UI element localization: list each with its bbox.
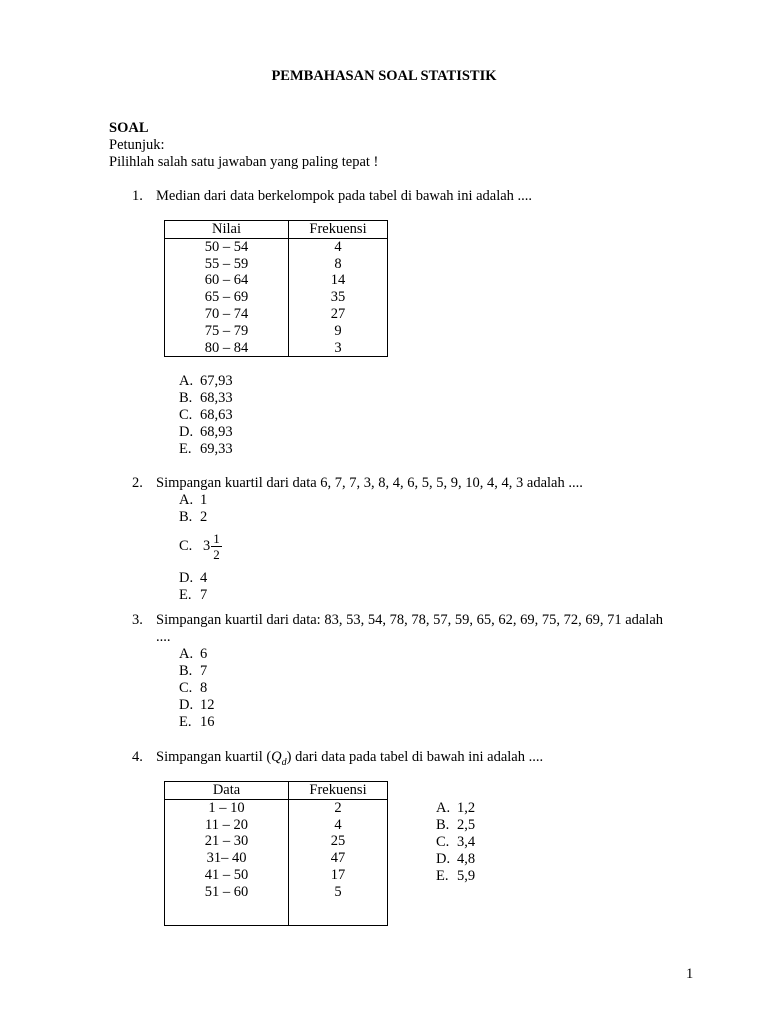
table-cell (165, 901, 289, 926)
table-cell: 3 (289, 340, 388, 357)
table-row (165, 272, 388, 289)
table-cell: 11 – 20 (165, 817, 289, 834)
option-letter: E. (179, 441, 192, 457)
question-4-options (436, 800, 475, 885)
option-c (179, 680, 215, 697)
page-number: 1 (686, 966, 694, 982)
option-e (436, 868, 475, 885)
option-value: 7 (200, 587, 208, 603)
table-row (165, 850, 388, 867)
option-a (436, 800, 475, 817)
option-e (179, 441, 233, 458)
option-value: 68,93 (200, 424, 233, 440)
option-letter: D. (179, 697, 194, 713)
table-row (165, 833, 388, 850)
question-4-text-start: Simpangan kuartil ( (156, 749, 272, 765)
option-letter: E. (179, 714, 192, 730)
table-row (165, 323, 388, 340)
option-value: 3,4 (457, 834, 476, 850)
table-cell: 8 (289, 256, 388, 273)
option-e (179, 587, 222, 604)
table-cell: 65 – 69 (165, 289, 289, 306)
option-c (179, 407, 233, 424)
table-row (165, 901, 388, 926)
option-letter: B. (179, 663, 193, 679)
option-letter: E. (436, 868, 449, 884)
option-b (179, 390, 233, 407)
question-1-options (179, 373, 233, 458)
table-header: Frekuensi (289, 221, 388, 239)
option-letter: C. (436, 834, 450, 850)
table-cell: 70 – 74 (165, 306, 289, 323)
option-value: 1 (200, 492, 208, 508)
option-letter: A. (179, 492, 194, 508)
option-letter: B. (179, 509, 193, 525)
option-value: 8 (200, 680, 208, 696)
option-value: 67,93 (200, 373, 233, 389)
table-cell: 41 – 50 (165, 867, 289, 884)
table-row (165, 306, 388, 323)
option-a (179, 492, 222, 509)
option-c (436, 834, 475, 851)
option-letter: C. (179, 538, 193, 554)
table-cell: 14 (289, 272, 388, 289)
question-3-text: Simpangan kuartil dari data: 83, 53, 54, 78, 78, 57, 59, 65, 62, 69, 75, 72, 69, 71 adalah (156, 612, 664, 628)
fraction-denominator: 2 (213, 547, 220, 563)
table-cell: 21 – 30 (165, 833, 289, 850)
option-letter: B. (179, 390, 193, 406)
option-b (436, 817, 475, 834)
fraction (211, 531, 222, 562)
option-e (179, 714, 215, 731)
instruction-text: Pilihlah salah satu jawaban yang paling tepat ! (109, 154, 379, 170)
option-letter: D. (179, 570, 194, 586)
table-cell: 75 – 79 (165, 323, 289, 340)
option-value: 2,5 (457, 817, 476, 833)
option-value: 2 (200, 509, 208, 525)
table-header: Frekuensi (289, 782, 388, 800)
option-value: 7 (200, 663, 208, 679)
question-3-number: 3. (132, 612, 143, 628)
option-value: 68,33 (200, 390, 233, 406)
option-d (179, 424, 233, 441)
table-row (165, 884, 388, 901)
table-row (165, 867, 388, 884)
table-row (165, 340, 388, 357)
option-value: 68,63 (200, 407, 233, 423)
option-d (179, 570, 222, 587)
table-cell: 51 – 60 (165, 884, 289, 901)
table-cell: 2 (289, 799, 388, 816)
option-value: 16 (200, 714, 215, 730)
option-value: 69,33 (200, 441, 233, 457)
question-1-table (164, 220, 388, 357)
table-cell: 4 (289, 817, 388, 834)
option-letter: A. (179, 646, 194, 662)
table-cell: 17 (289, 867, 388, 884)
question-2-number: 2. (132, 475, 143, 491)
table-cell: 60 – 64 (165, 272, 289, 289)
question-2-options (179, 492, 222, 604)
variable-subscript: d (281, 756, 287, 768)
section-heading: SOAL (109, 120, 149, 136)
option-a (179, 373, 233, 390)
option-letter: A. (179, 373, 194, 389)
option-letter: B. (436, 817, 450, 833)
fraction-numerator: 1 (213, 531, 220, 547)
option-letter: C. (179, 407, 193, 423)
table-row (165, 289, 388, 306)
table-cell: 55 – 59 (165, 256, 289, 273)
option-letter: A. (436, 800, 451, 816)
option-letter: D. (436, 851, 451, 867)
option-value: 4 (200, 570, 208, 586)
option-value: 12 (200, 697, 215, 713)
table-row (165, 799, 388, 816)
option-letter: C. (179, 680, 193, 696)
option-d (179, 697, 215, 714)
option-value: 6 (200, 646, 208, 662)
option-b (179, 509, 222, 526)
question-2-text: Simpangan kuartil dari data 6, 7, 7, 3, 8, 4, 6, 5, 5, 9, 10, 4, 4, 3 adalah .... (156, 475, 583, 491)
option-b (179, 663, 215, 680)
option-value: 1,2 (457, 800, 476, 816)
option-letter: D. (179, 424, 194, 440)
table-header: Data (165, 782, 289, 800)
table-row (165, 817, 388, 834)
option-d (436, 851, 475, 868)
table-row (165, 256, 388, 273)
question-4-text-end: ) dari data pada tabel di bawah ini adalah .... (286, 749, 544, 765)
table-cell: 50 – 54 (165, 238, 289, 255)
table-cell: 5 (289, 884, 388, 901)
instruction-label: Petunjuk: (109, 137, 165, 153)
table-cell: 4 (289, 238, 388, 255)
table-cell: 35 (289, 289, 388, 306)
question-4-number: 4. (132, 749, 143, 765)
mixed-number-whole: 3 (203, 538, 211, 554)
table-cell (289, 901, 388, 926)
question-1-number: 1. (132, 188, 143, 204)
question-3-text-continued: .... (156, 629, 171, 645)
table-cell: 25 (289, 833, 388, 850)
option-letter: E. (179, 587, 192, 603)
option-a (179, 646, 215, 663)
table-cell: 1 – 10 (165, 799, 289, 816)
table-row (165, 238, 388, 255)
option-value: 5,9 (457, 868, 476, 884)
table-header: Nilai (165, 221, 289, 239)
option-value: 4,8 (457, 851, 476, 867)
table-cell: 47 (289, 850, 388, 867)
table-cell: 9 (289, 323, 388, 340)
question-3-options (179, 646, 215, 731)
option-c (179, 526, 222, 570)
variable-q: Q (271, 749, 282, 765)
table-cell: 80 – 84 (165, 340, 289, 357)
question-4-table (164, 781, 388, 926)
page-title: PEMBAHASAN SOAL STATISTIK (271, 68, 497, 84)
question-1-text: Median dari data berkelompok pada tabel di bawah ini adalah .... (156, 188, 533, 204)
table-cell: 31– 40 (165, 850, 289, 867)
table-cell: 27 (289, 306, 388, 323)
question-4-text (156, 749, 543, 771)
